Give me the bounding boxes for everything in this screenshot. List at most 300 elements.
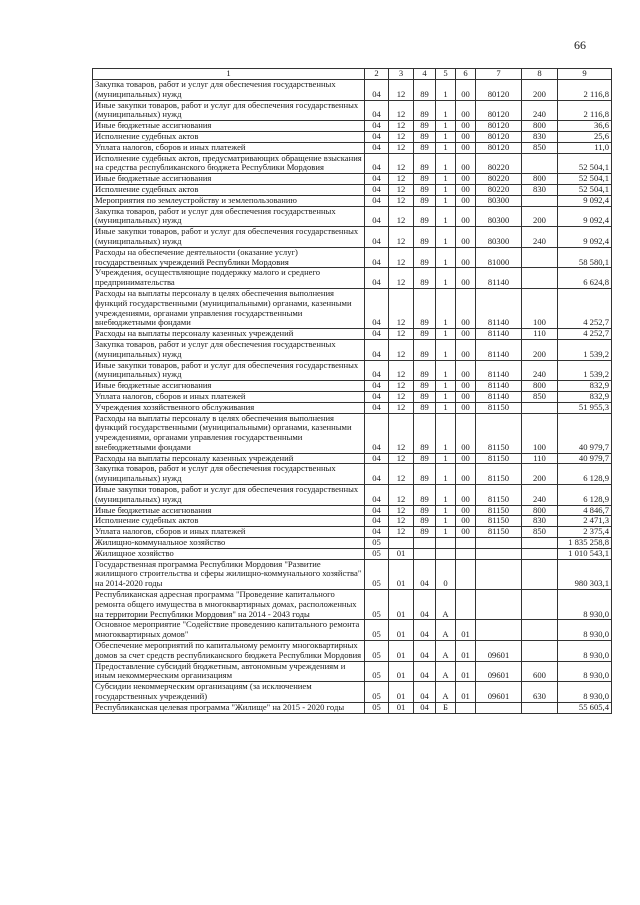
direction-code-cell: 81150 (476, 527, 522, 538)
activity-code-cell: 00 (456, 360, 476, 381)
direction-code-cell: 80220 (476, 184, 522, 195)
subsection-code-cell: 12 (389, 184, 414, 195)
section-code-cell: 05 (365, 620, 389, 641)
program-code-cell (414, 538, 436, 549)
activity-code-cell (456, 702, 476, 713)
subprogram-code-cell: 1 (436, 131, 456, 142)
program-code-cell: 89 (414, 142, 436, 153)
subsection-code-cell: 12 (389, 453, 414, 464)
expense-type-cell: 200 (522, 80, 558, 101)
expense-type-cell: 200 (522, 339, 558, 360)
subprogram-code-cell: 1 (436, 453, 456, 464)
subsection-code-cell: 12 (389, 268, 414, 289)
subprogram-code-cell: 1 (436, 516, 456, 527)
row-name-cell: Жилищное хозяйство (93, 548, 365, 559)
amount-cell: 8 930,0 (558, 641, 612, 662)
row-name-cell: Расходы на выплаты персоналу в целях обеспечения выполнения функций государственными (муниципальными) органами, казенными учреждениями, органами управления государственными внебюджетными фондами (93, 288, 365, 328)
section-code-cell: 05 (365, 661, 389, 682)
amount-cell: 40 979,7 (558, 453, 612, 464)
amount-cell: 36,6 (558, 121, 612, 132)
amount-cell: 8 930,0 (558, 620, 612, 641)
amount-cell: 2 471,3 (558, 516, 612, 527)
row-name-cell: Предоставление субсидий бюджетным, автономным учреждениям и иным некоммерческим организациям (93, 661, 365, 682)
section-code-cell: 04 (365, 131, 389, 142)
activity-code-cell: 00 (456, 80, 476, 101)
table-row (93, 142, 612, 153)
activity-code-cell: 00 (456, 247, 476, 268)
subsection-code-cell: 12 (389, 413, 414, 453)
section-code-cell: 05 (365, 590, 389, 620)
row-name-cell: Расходы на выплаты персоналу в целях обеспечения выполнения функций государственными (муниципальными) органами, казенными учреждениями, органами управления государственными внебюджетными фондами (93, 413, 365, 453)
subprogram-code-cell: 1 (436, 80, 456, 101)
section-code-cell: 04 (365, 288, 389, 328)
program-code-cell: 89 (414, 413, 436, 453)
subsection-code-cell: 12 (389, 339, 414, 360)
table-row (93, 641, 612, 662)
amount-cell: 55 605,4 (558, 702, 612, 713)
amount-cell: 6 128,9 (558, 464, 612, 485)
program-code-cell: 89 (414, 464, 436, 485)
direction-code-cell (476, 538, 522, 549)
table-row (93, 227, 612, 248)
amount-cell: 8 930,0 (558, 590, 612, 620)
amount-cell: 1 010 543,1 (558, 548, 612, 559)
direction-code-cell (476, 702, 522, 713)
program-code-cell: 04 (414, 661, 436, 682)
activity-code-cell: 00 (456, 100, 476, 121)
subprogram-code-cell: 1 (436, 121, 456, 132)
subsection-code-cell: 01 (389, 702, 414, 713)
amount-cell: 2 116,8 (558, 100, 612, 121)
expense-type-cell (522, 402, 558, 413)
row-name-cell: Закупка товаров, работ и услуг для обеспечения государственных (муниципальных) нужд (93, 464, 365, 485)
table-row (93, 339, 612, 360)
section-code-cell: 04 (365, 153, 389, 174)
section-code-cell: 04 (365, 206, 389, 227)
subsection-code-cell: 12 (389, 464, 414, 485)
amount-cell: 832,9 (558, 381, 612, 392)
expense-type-cell: 240 (522, 100, 558, 121)
header-cell: 8 (522, 69, 558, 80)
activity-code-cell: 01 (456, 641, 476, 662)
table-row (93, 288, 612, 328)
subsection-code-cell: 12 (389, 227, 414, 248)
subprogram-code-cell: 1 (436, 402, 456, 413)
row-name-cell: Исполнение судебных актов, предусматривающих обращение взыскания на средства республиканского бюджета Республики Мордовия (93, 153, 365, 174)
expense-type-cell: 830 (522, 184, 558, 195)
section-code-cell: 05 (365, 702, 389, 713)
direction-code-cell: 81150 (476, 413, 522, 453)
section-code-cell: 04 (365, 142, 389, 153)
subsection-code-cell: 01 (389, 641, 414, 662)
page-number: 66 (574, 38, 586, 52)
header-cell: 6 (456, 69, 476, 80)
row-name-cell: Иные бюджетные ассигнования (93, 505, 365, 516)
activity-code-cell: 00 (456, 391, 476, 402)
section-code-cell: 05 (365, 548, 389, 559)
program-code-cell: 89 (414, 391, 436, 402)
subprogram-code-cell (436, 548, 456, 559)
header-cell: 9 (558, 69, 612, 80)
row-name-cell: Основное мероприятие "Содействие проведению капитального ремонта многоквартирных домов" (93, 620, 365, 641)
header-cell: 7 (476, 69, 522, 80)
section-code-cell: 04 (365, 402, 389, 413)
expense-type-cell (522, 559, 558, 589)
table-row (93, 174, 612, 185)
table-row (93, 121, 612, 132)
table-row (93, 464, 612, 485)
table-row (93, 682, 612, 703)
program-code-cell: 04 (414, 559, 436, 589)
section-code-cell: 04 (365, 453, 389, 464)
program-code-cell: 89 (414, 505, 436, 516)
row-name-cell: Закупка товаров, работ и услуг для обеспечения государственных (муниципальных) нужд (93, 80, 365, 101)
subsection-code-cell: 01 (389, 620, 414, 641)
subprogram-code-cell: 1 (436, 413, 456, 453)
section-code-cell: 04 (365, 391, 389, 402)
program-code-cell (414, 548, 436, 559)
direction-code-cell: 80120 (476, 80, 522, 101)
direction-code-cell: 81150 (476, 464, 522, 485)
activity-code-cell: 00 (456, 453, 476, 464)
amount-cell: 52 504,1 (558, 184, 612, 195)
subsection-code-cell (389, 538, 414, 549)
header-cell: 5 (436, 69, 456, 80)
amount-cell: 4 252,7 (558, 329, 612, 340)
direction-code-cell: 81150 (476, 516, 522, 527)
expense-type-cell (522, 548, 558, 559)
amount-cell: 25,6 (558, 131, 612, 142)
program-code-cell: 89 (414, 329, 436, 340)
subsection-code-cell: 12 (389, 402, 414, 413)
subprogram-code-cell: 1 (436, 339, 456, 360)
amount-cell: 980 303,1 (558, 559, 612, 589)
amount-cell: 1 539,2 (558, 339, 612, 360)
expense-type-cell: 630 (522, 682, 558, 703)
expense-type-cell: 800 (522, 121, 558, 132)
activity-code-cell: 00 (456, 505, 476, 516)
subprogram-code-cell: 1 (436, 206, 456, 227)
program-code-cell: 04 (414, 641, 436, 662)
section-code-cell: 04 (365, 247, 389, 268)
subprogram-code-cell: 1 (436, 485, 456, 506)
subprogram-code-cell: 1 (436, 505, 456, 516)
table-header-row (93, 69, 612, 80)
table-row (93, 453, 612, 464)
activity-code-cell: 00 (456, 516, 476, 527)
expense-type-cell: 100 (522, 288, 558, 328)
direction-code-cell: 80300 (476, 206, 522, 227)
subprogram-code-cell: 1 (436, 227, 456, 248)
program-code-cell: 04 (414, 682, 436, 703)
amount-cell: 8 930,0 (558, 682, 612, 703)
expense-type-cell: 240 (522, 360, 558, 381)
table-row (93, 590, 612, 620)
program-code-cell: 89 (414, 381, 436, 392)
amount-cell: 40 979,7 (558, 413, 612, 453)
activity-code-cell: 00 (456, 288, 476, 328)
row-name-cell: Уплата налогов, сборов и иных платежей (93, 391, 365, 402)
activity-code-cell (456, 548, 476, 559)
amount-cell: 2 116,8 (558, 80, 612, 101)
subprogram-code-cell: 1 (436, 381, 456, 392)
header-cell: 4 (414, 69, 436, 80)
budget-table (92, 68, 612, 714)
expense-type-cell: 200 (522, 206, 558, 227)
table-row (93, 505, 612, 516)
direction-code-cell: 81150 (476, 505, 522, 516)
activity-code-cell: 00 (456, 153, 476, 174)
table-row (93, 195, 612, 206)
subsection-code-cell: 12 (389, 100, 414, 121)
subsection-code-cell: 12 (389, 174, 414, 185)
program-code-cell: 89 (414, 100, 436, 121)
row-name-cell: Уплата налогов, сборов и иных платежей (93, 142, 365, 153)
subsection-code-cell: 12 (389, 288, 414, 328)
table-row (93, 548, 612, 559)
program-code-cell: 89 (414, 153, 436, 174)
header-cell: 2 (365, 69, 389, 80)
activity-code-cell: 00 (456, 184, 476, 195)
expense-type-cell: 100 (522, 413, 558, 453)
direction-code-cell: 81140 (476, 268, 522, 289)
expense-type-cell: 240 (522, 485, 558, 506)
subprogram-code-cell: А (436, 590, 456, 620)
program-code-cell: 89 (414, 174, 436, 185)
expense-type-cell: 600 (522, 661, 558, 682)
program-code-cell: 89 (414, 80, 436, 101)
activity-code-cell: 00 (456, 527, 476, 538)
direction-code-cell: 81140 (476, 360, 522, 381)
expense-type-cell: 200 (522, 464, 558, 485)
direction-code-cell: 80220 (476, 174, 522, 185)
activity-code-cell: 00 (456, 413, 476, 453)
expense-type-cell: 850 (522, 391, 558, 402)
header-cell: 1 (93, 69, 365, 80)
section-code-cell: 04 (365, 268, 389, 289)
subprogram-code-cell: 1 (436, 184, 456, 195)
direction-code-cell: 81140 (476, 391, 522, 402)
expense-type-cell: 110 (522, 329, 558, 340)
activity-code-cell: 00 (456, 485, 476, 506)
section-code-cell: 04 (365, 174, 389, 185)
amount-cell: 1 835 258,8 (558, 538, 612, 549)
expense-type-cell (522, 538, 558, 549)
subprogram-code-cell: 1 (436, 360, 456, 381)
expense-type-cell: 830 (522, 516, 558, 527)
table-row (93, 360, 612, 381)
subprogram-code-cell: 1 (436, 527, 456, 538)
program-code-cell: 89 (414, 485, 436, 506)
section-code-cell: 04 (365, 505, 389, 516)
subprogram-code-cell: А (436, 641, 456, 662)
program-code-cell: 89 (414, 453, 436, 464)
direction-code-cell: 81140 (476, 288, 522, 328)
expense-type-cell (522, 641, 558, 662)
direction-code-cell: 80120 (476, 121, 522, 132)
subprogram-code-cell: А (436, 661, 456, 682)
activity-code-cell: 00 (456, 402, 476, 413)
program-code-cell: 89 (414, 184, 436, 195)
program-code-cell: 89 (414, 121, 436, 132)
row-name-cell: Расходы на обеспечение деятельности (оказание услуг) государственных учреждений Республики Мордовия (93, 247, 365, 268)
expense-type-cell: 800 (522, 174, 558, 185)
expense-type-cell (522, 620, 558, 641)
direction-code-cell: 81140 (476, 381, 522, 392)
subsection-code-cell: 12 (389, 195, 414, 206)
row-name-cell: Субсидии некоммерческим организациям (за исключением государственных учреждений) (93, 682, 365, 703)
subsection-code-cell: 12 (389, 381, 414, 392)
subsection-code-cell: 12 (389, 329, 414, 340)
table-row (93, 80, 612, 101)
section-code-cell: 04 (365, 121, 389, 132)
row-name-cell: Обеспечение мероприятий по капитальному ремонту многоквартирных домов за счет средств республиканского бюджета Республики Мордовия (93, 641, 365, 662)
amount-cell: 58 580,1 (558, 247, 612, 268)
expense-type-cell: 800 (522, 381, 558, 392)
table-row (93, 153, 612, 174)
table-row (93, 100, 612, 121)
subprogram-code-cell: 1 (436, 247, 456, 268)
direction-code-cell: 81000 (476, 247, 522, 268)
section-code-cell: 04 (365, 516, 389, 527)
table-row (93, 329, 612, 340)
amount-cell: 51 955,3 (558, 402, 612, 413)
subprogram-code-cell: 1 (436, 288, 456, 328)
program-code-cell: 89 (414, 131, 436, 142)
section-code-cell: 04 (365, 329, 389, 340)
activity-code-cell (456, 590, 476, 620)
expense-type-cell (522, 268, 558, 289)
direction-code-cell: 81150 (476, 402, 522, 413)
subsection-code-cell: 12 (389, 527, 414, 538)
subsection-code-cell: 12 (389, 80, 414, 101)
row-name-cell: Иные закупки товаров, работ и услуг для обеспечения государственных (муниципальных) нужд (93, 227, 365, 248)
section-code-cell: 05 (365, 538, 389, 549)
table-row (93, 247, 612, 268)
direction-code-cell (476, 620, 522, 641)
program-code-cell: 89 (414, 527, 436, 538)
program-code-cell: 89 (414, 268, 436, 289)
subprogram-code-cell: 1 (436, 142, 456, 153)
table-row (93, 702, 612, 713)
direction-code-cell: 80120 (476, 100, 522, 121)
section-code-cell: 04 (365, 485, 389, 506)
subsection-code-cell: 12 (389, 206, 414, 227)
section-code-cell: 05 (365, 559, 389, 589)
row-name-cell: Иные бюджетные ассигнования (93, 121, 365, 132)
subsection-code-cell: 01 (389, 682, 414, 703)
header-cell: 3 (389, 69, 414, 80)
amount-cell: 8 930,0 (558, 661, 612, 682)
subprogram-code-cell: 1 (436, 174, 456, 185)
activity-code-cell: 00 (456, 227, 476, 248)
expense-type-cell: 240 (522, 227, 558, 248)
table-row (93, 268, 612, 289)
activity-code-cell: 00 (456, 464, 476, 485)
direction-code-cell: 80220 (476, 153, 522, 174)
direction-code-cell: 80300 (476, 195, 522, 206)
subsection-code-cell: 12 (389, 516, 414, 527)
row-name-cell: Республиканская целевая программа "Жилище" на 2015 - 2020 годы (93, 702, 365, 713)
direction-code-cell: 80300 (476, 227, 522, 248)
expense-type-cell (522, 590, 558, 620)
section-code-cell: 04 (365, 100, 389, 121)
program-code-cell: 04 (414, 590, 436, 620)
subprogram-code-cell: 1 (436, 391, 456, 402)
program-code-cell: 89 (414, 227, 436, 248)
subsection-code-cell: 01 (389, 559, 414, 589)
expense-type-cell (522, 153, 558, 174)
section-code-cell: 04 (365, 195, 389, 206)
table-body (93, 80, 612, 714)
activity-code-cell: 01 (456, 620, 476, 641)
program-code-cell: 89 (414, 288, 436, 328)
activity-code-cell: 00 (456, 195, 476, 206)
expense-type-cell: 850 (522, 527, 558, 538)
subsection-code-cell: 01 (389, 590, 414, 620)
table-row (93, 413, 612, 453)
row-name-cell: Иные бюджетные ассигнования (93, 174, 365, 185)
table-row (93, 661, 612, 682)
subprogram-code-cell: 1 (436, 464, 456, 485)
section-code-cell: 04 (365, 184, 389, 195)
row-name-cell: Учреждения, осуществляющие поддержку малого и среднего предпринимательства (93, 268, 365, 289)
subprogram-code-cell: 0 (436, 559, 456, 589)
activity-code-cell: 00 (456, 131, 476, 142)
table-row (93, 527, 612, 538)
table-row (93, 391, 612, 402)
row-name-cell: Учреждения хозяйственного обслуживания (93, 402, 365, 413)
direction-code-cell: 81140 (476, 339, 522, 360)
program-code-cell: 04 (414, 620, 436, 641)
row-name-cell: Закупка товаров, работ и услуг для обеспечения государственных (муниципальных) нужд (93, 206, 365, 227)
table-row (93, 206, 612, 227)
amount-cell: 9 092,4 (558, 227, 612, 248)
row-name-cell: Государственная программа Республики Мордовия "Развитие жилищного строительства и сферы жилищно-коммунального хозяйства" на 2014-2020 годы (93, 559, 365, 589)
program-code-cell: 89 (414, 247, 436, 268)
table-row (93, 559, 612, 589)
activity-code-cell: 00 (456, 268, 476, 289)
expense-type-cell (522, 247, 558, 268)
activity-code-cell: 00 (456, 381, 476, 392)
direction-code-cell: 81150 (476, 453, 522, 464)
direction-code-cell (476, 548, 522, 559)
section-code-cell: 04 (365, 227, 389, 248)
activity-code-cell (456, 559, 476, 589)
direction-code-cell: 81150 (476, 485, 522, 506)
amount-cell: 52 504,1 (558, 153, 612, 174)
row-name-cell: Иные закупки товаров, работ и услуг для обеспечения государственных (муниципальных) нужд (93, 360, 365, 381)
row-name-cell: Республиканская адресная программа "Проведение капитального ремонта общего имущества в многоквартирных домах, расположенных на территории Республики Мордовия" на 2014 - 2043 годы (93, 590, 365, 620)
expense-type-cell: 110 (522, 453, 558, 464)
subprogram-code-cell: Б (436, 702, 456, 713)
section-code-cell: 04 (365, 360, 389, 381)
direction-code-cell: 09601 (476, 641, 522, 662)
direction-code-cell (476, 559, 522, 589)
row-name-cell: Жилищно-коммунальное хозяйство (93, 538, 365, 549)
subprogram-code-cell: А (436, 620, 456, 641)
subsection-code-cell: 12 (389, 121, 414, 132)
subsection-code-cell: 12 (389, 247, 414, 268)
activity-code-cell: 00 (456, 121, 476, 132)
subsection-code-cell: 12 (389, 360, 414, 381)
direction-code-cell: 09601 (476, 682, 522, 703)
program-code-cell: 89 (414, 206, 436, 227)
direction-code-cell: 80120 (476, 131, 522, 142)
amount-cell: 6 624,8 (558, 268, 612, 289)
activity-code-cell: 00 (456, 339, 476, 360)
amount-cell: 832,9 (558, 391, 612, 402)
